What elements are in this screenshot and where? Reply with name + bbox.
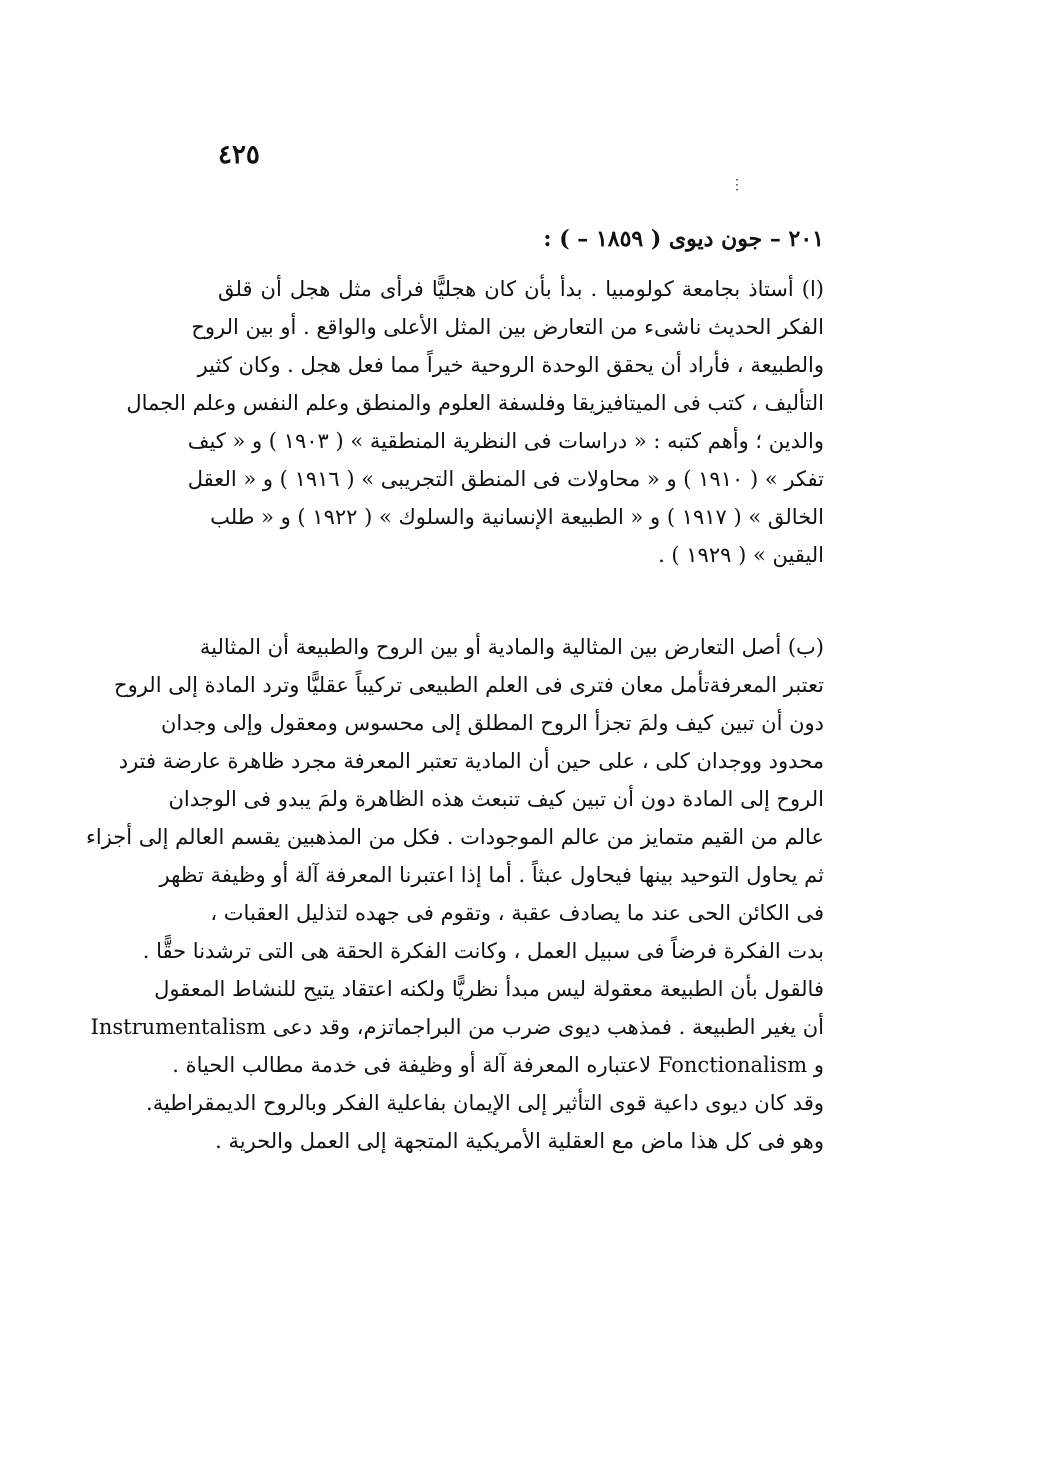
paragraph-b-line: الروح إلى المادة دون أن تبين كيف تنبعث هذه الظاهرة ولمَ يبدو فى الوجدان <box>168 787 824 811</box>
paragraph-a-line: والدين ؛ وأهم كتبه : « دراسات فى النظرية المنطقية » ( ١٩٠٣ ) و « كيف <box>187 429 824 453</box>
paragraph-b-line: وقد كان ديوى داعية قوى التأثير إلى الإيمان بفاعلية الفكر وبالروح الديمقراطية. <box>146 1091 824 1115</box>
paragraph-a-line: والطبيعة ، فأراد أن يحقق الوحدة الروحية خيراً مما فعل هجل . وكان كثير <box>197 353 824 377</box>
paragraph-b-line: ثم يحاول التوحيد بينها فيحاول عبثاً . أما إذا اعتبرنا المعرفة آلة أو وظيفة تظهر <box>159 863 824 887</box>
paragraph-a-line: اليقين » ( ١٩٢٩ ) . <box>658 543 824 567</box>
paragraph-a-line: الفكر الحديث ناشىء من التعارض بين المثل الأعلى والواقع . أو بين الروح <box>191 315 824 339</box>
paragraph-b-line: فالقول بأن الطبيعة معقولة ليس مبدأ نظريًّا ولكنه اعتقاد يتيح للنشاط المعقول <box>154 977 824 1001</box>
paragraph-b-line: بدت الفكرة فرضاً فى سبيل العمل ، وكانت الفكرة الحقة هى التى ترشدنا حقًّا . <box>142 939 824 963</box>
paragraph-a-line: التأليف ، كتب فى الميتافيزيقا وفلسفة العلوم والمنطق وعلم النفس وعلم الجمال <box>126 391 824 415</box>
entry-heading: ٢٠١ – جون ديوى ( ١٨٥٩ – ) : <box>543 226 824 252</box>
paragraph-b-line: محدود ووجدان كلى ، على حين أن المادية تعتبر المعرفة مجرد ظاهرة عارضة فترد <box>118 749 824 773</box>
paragraph-a <box>126 270 824 574</box>
paragraph-b-line: وهو فى كل هذا ماض مع العقلية الأمريكية المتجهة إلى العمل والحرية . <box>215 1129 824 1153</box>
paragraph-b-line: عالم من القيم متمايز من عالم الموجودات . فكل من المذهبين يقسم العالم إلى أجزاء <box>85 825 824 849</box>
paragraph-a-line: تفكر » ( ١٩١٠ ) و « محاولات فى المنطق التجريبى » ( ١٩١٦ ) و « العقل <box>187 467 824 491</box>
paragraph-b-line: و Fonctionalism لاعتباره المعرفة آلة أو وظيفة فى خدمة مطالب الحياة . <box>172 1053 824 1077</box>
paragraph-b-line: فى الكائن الحى عند ما يصادف عقبة ، وتقوم فى جهده لتذليل العقبات ، <box>210 901 824 925</box>
paragraph-b-line: تعتبر المعرفةتأمل معان فترى فى العلم الطبيعى تركيباً عقليًّا وترد المادة إلى الروح <box>114 673 824 697</box>
paragraph-a-line: (ا) أستاذ بجامعة كولومبيا . بدأ بأن كان هجليًّا فرأى مثل هجل أن قلق <box>218 277 824 301</box>
marker-dots: ⋮ <box>730 177 744 193</box>
paragraph-b <box>85 628 824 1160</box>
paragraph-b-line: (ب) أصل التعارض بين المثالية والمادية أو بين الروح والطبيعة أن المثالية <box>199 635 824 659</box>
paragraph-a-line: الخالق » ( ١٩١٧ ) و « الطبيعة الإنسانية والسلوك » ( ١٩٢٢ ) و « طلب <box>210 505 824 529</box>
page-number: ٤٢٥ <box>218 140 260 170</box>
paragraph-b-line: دون أن تبين كيف ولمَ تجزأ الروح المطلق إلى محسوس ومعقول وإلى وجدان <box>160 711 824 735</box>
paragraph-b-line: أن يغير الطبيعة . فمذهب ديوى ضرب من البراجماتزم، وقد دعى Instrumentalism <box>90 1015 824 1039</box>
